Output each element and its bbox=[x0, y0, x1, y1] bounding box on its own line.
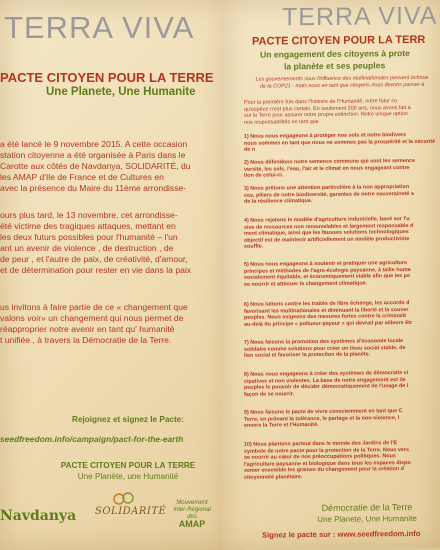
launch-paragraph: a été lancé le 9 novembre 2015. A cette occasion station citoyenne a été organisée à Paris dans le Carotte aux côtés de Navdanya, SOLIDARITÉ, du les AMAP d'Ile de France et de Cultures en avec la présence du Maire du 11ème arrondisse- bbox=[0, 139, 191, 193]
solidarite-symbol-icon bbox=[113, 490, 135, 506]
point-4: 4) Nous rejetons le modèle d'agriculture industrielle, basé sur l'u sive de ressources non renouvelables et largement responsable d ment climatique, ainsi que les fausses solutions technologiques objectif est de maintenir artificiellement un modèle productiviste souffle. bbox=[244, 216, 414, 251]
amap-line1: Mouvement bbox=[176, 500, 208, 506]
pacte-title: PACTE CITOYEN POUR LA TERRE bbox=[0, 70, 214, 85]
point-9: 9) Nous faisons le pacte de vivre consciemment en tant que C Terre, en prônant la tolérance, le partage et la non-violence, l envers la Terre et l'Humanité. bbox=[244, 408, 403, 429]
pacte-subtitle: Une Planete, Une Humanite bbox=[46, 86, 196, 98]
sign-title: PACTE CITOYEN POUR LA TERRE bbox=[60, 461, 196, 470]
right-page bbox=[222, 0, 440, 550]
point-5: 5) Nous nous engageons à soutenir et pratiquer une agriculture principes et méthodes de l'agro-écologie paysanne, à taille huma socialement équitable, et économiquement viable afin que les pe se nourrir et atténuer le changement climatique. bbox=[244, 260, 411, 288]
footer-subtitle: Une Planete, Une Humanite bbox=[317, 513, 417, 525]
solidarite-logo: SOLIDARITÉ bbox=[95, 506, 167, 517]
sign-pact-link[interactable]: Signez le pacte sur : www.seedfreedom.info bbox=[262, 528, 421, 540]
sign-subtitle: Une Planète, une Humanité bbox=[77, 472, 179, 481]
intro-text: Les gouvernements sous l'influence des multinationales peuvent échoue de la COP21 - mais nous en tant que citoyens nous devons passer à bbox=[255, 74, 429, 90]
amap-line2: Inter-Régional bbox=[173, 507, 211, 513]
intro-paragraph: Pour la première fois dans l'histoire de l'Humanité, notre futur co qu'espèce n'est plus certain. En seulement 200 ans, nous avons fait a sur la Terre pour assurer notre propre extinction. Notre unique option nos responsabilités en tant que bbox=[244, 98, 411, 126]
pacte-title-right: PACTE CITOYEN POUR LA TERR bbox=[252, 33, 426, 48]
point-8: 8) Nous nous engageons à créer des systèmes de démocratie vi cipatives et non violentes. La base de notre engagement est de peuples le pouvoir de décider démocratiquement de l'usage de l façon de se nourrir. bbox=[244, 370, 409, 398]
engagement-line2: la planète et ses peuples bbox=[284, 60, 386, 72]
point-10: 10) Nous plantons partout dans le monde des Jardins de l'E symbole de notre pacte pour la protection de la Terre. Nous vers se nourrir au cœur de nos préoccupations politiques. Nous l'agriculture paysanne et biologique dans tous les espaces dispo semer ensemble les graines du changement pour la création d citoyenneté planétaire. bbox=[244, 440, 411, 481]
amap-line3: des bbox=[187, 514, 197, 520]
invitation-paragraph: us invitons à faire partie de ce « changement que valons voir» un changement qui nous permet de réapproprier notre avenir en tant qu' humanité t unifiée , à travers la Démocratie de la Terre. bbox=[0, 302, 188, 345]
point-7: 7) Nous faisons la promotion des systèmes d'économie locale solidaire comme solutions pour créer un tissu social stable, de lien social et favoriser la protection de la planète. bbox=[244, 338, 406, 359]
point-1: 1) Nous nous engageons à protéger nos sols et notre biodivers nous sommes en tant que nous ne sommes pas la prospérité et la sécurité de n bbox=[244, 132, 436, 153]
amap-logo bbox=[162, 500, 222, 528]
terra-viva-logo-right: TERRA VIVA bbox=[282, 1, 438, 32]
attacks-paragraph: ours plus tard, le 13 novembre, cet arrondisse- été victime des tragiques attaques, mettant en les deux futurs possibles pour l'humanité – l'un ant un avenir de violence , de destruction , de de peur , et l'autre de paix, de créativité, d'amour, et de détermination pour rester en vie dans la paix bbox=[0, 210, 192, 275]
point-6: 6) Nous luttons contre les traités de libre échange, les accords d favorisant les multinationales et diminuant la liberté et la souver peuples. Nous exigeons des mesures fortes contre la criminalit au-delà du principe « pollueur-payeur » qui devrait par ailleurs êtr bbox=[244, 300, 413, 328]
point-3: 3) Nous prêtons une attention particulière à la non appropriation ces, piliers de notre biodiversité, garantes de notre souveraineté a de la résilience climatique. bbox=[244, 184, 414, 205]
campaign-link[interactable]: seedfreedom.info/campaign/pact-for-the-earth bbox=[0, 434, 184, 444]
join-label: Rejoignez et signez le Pacte: bbox=[72, 415, 184, 424]
footer-title: Démocratie de la Terre bbox=[321, 502, 413, 513]
navdanya-logo bbox=[0, 508, 76, 524]
navdanya-logo-text: Navdanya bbox=[0, 508, 77, 524]
point-2: 2) Nous défendons notre semence commune qui sont les semence versité, les sols, l'eau, l'air et le climat en nous engageant contre tion de celui-ci. bbox=[244, 157, 416, 179]
engagement-line1: Un engagement des citoyens à prote bbox=[260, 48, 410, 60]
amap-line4: AMAP bbox=[178, 519, 206, 529]
terra-viva-logo: TERRA VIVA bbox=[4, 10, 195, 45]
